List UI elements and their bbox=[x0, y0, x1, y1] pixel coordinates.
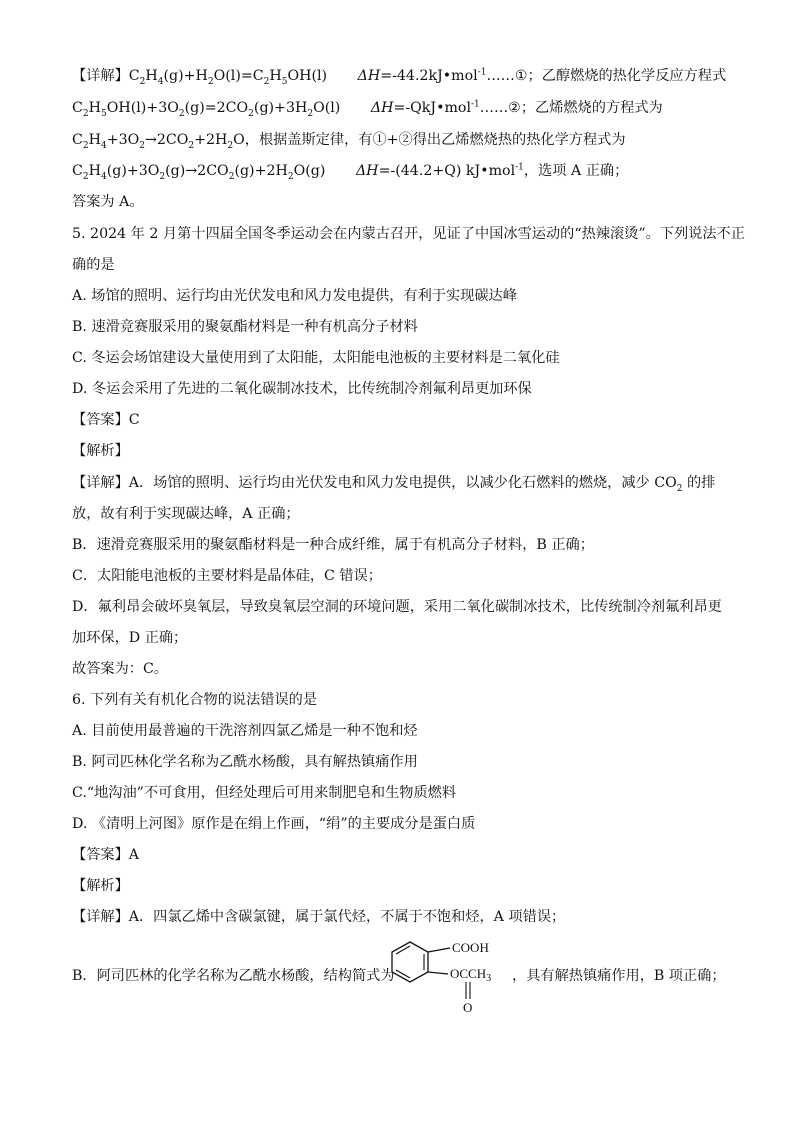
question-5-stem-cont: 确的是 bbox=[72, 257, 115, 273]
question-5-option-b: B. 速滑竞赛服采用的聚氨酯材料是一种有机高分子材料 bbox=[72, 319, 418, 335]
equation-1-enthalpy: ΔH=-44.2kJ•mol$^{-1}$……①；乙醇燃烧的热化学反应方程式 bbox=[357, 67, 727, 84]
equation-2: $C_2H_5OH(l)+3O_2(g)=2CO_2(g)+3H_2O(l)$ bbox=[72, 100, 341, 119]
ring-double-bond-1 bbox=[396, 946, 410, 954]
question-6-detail-b-suffix: ，具有解热镇痛作用，B 项正确； bbox=[512, 968, 726, 984]
question-6-detail-a: 【详解】A．四氯乙烯中含碳氯键，属于氯代烃，不属于不饱和烃，A 项错误； bbox=[72, 909, 566, 925]
aspirin-structure-diagram bbox=[384, 936, 504, 1016]
answer-line-4: 答案为 A。 bbox=[72, 194, 144, 210]
detail-line-4 bbox=[72, 161, 722, 181]
cooh-group-label: COOH bbox=[452, 940, 489, 955]
bond-to-cooh bbox=[428, 948, 450, 952]
question-6-option-d: D. 《清明上河图》原作是在绢上作画，“绢”的主要成分是蛋白质 bbox=[72, 816, 476, 832]
detail-line-3: $C_2H_4+3O_2\to 2CO_2+2H_2O$，根据盖斯定律，有①+②得出乙烯燃烧热的热化学方程式为 bbox=[72, 132, 626, 151]
carbonyl-oxygen-label: O bbox=[463, 1000, 473, 1015]
bond-to-ester bbox=[428, 972, 448, 974]
question-5-detail-b: B．速滑竞赛服采用的聚氨酯材料是一种合成纤维，属于有机高分子材料，B 正确； bbox=[72, 537, 594, 553]
question-5-option-d: D. 冬运会采用了先进的二氧化碳制冰技术，比传统制冷剂氟利昂更加环保 bbox=[72, 381, 532, 397]
ester-group-label: $OCCH_3$ bbox=[450, 966, 492, 984]
question-5-detail-d-cont: 加环保，D 正确； bbox=[72, 630, 188, 646]
question-6-option-a: A. 目前使用最普遍的干洗溶剂四氯乙烯是一种不饱和烃 bbox=[72, 723, 418, 739]
detail-line-2 bbox=[72, 98, 722, 118]
equation-1: 【详解】$C_2H_4(g)+H_2O(l)=C_2H_5OH(l)$ bbox=[72, 68, 328, 87]
question-5-option-a: A. 场馆的照明、运行均由光伏发电和风力发电提供，有利于实现碳达峰 bbox=[72, 288, 517, 304]
question-6-answer: 【答案】A bbox=[72, 847, 139, 863]
detail-line-1 bbox=[72, 66, 727, 87]
question-5-detail-c: C．太阳能电池板的主要材料是晶体硅，C 错误； bbox=[72, 568, 382, 584]
equation-3-enthalpy: ΔH=-(44.2+Q) kJ•mol$^{-1}$，选项 A 正确； bbox=[355, 162, 629, 179]
question-5-analysis-heading: 【解析】 bbox=[72, 443, 129, 459]
equation-3: $C_2H_4(g)+3O_2(g)\to 2CO_2(g)+2H_2O(g)$ bbox=[72, 163, 326, 182]
question-5-detail-a: 【详解】A．场馆的照明、运行均由光伏发电和风力发电提供，以减少化石燃料的燃烧，减少 $CO_2$ 的排 bbox=[72, 475, 716, 494]
question-6-analysis-heading: 【解析】 bbox=[72, 878, 129, 894]
question-5-option-c: C. 冬运会场馆建设大量使用到了太阳能，太阳能电池板的主要材料是二氧化硅 bbox=[72, 350, 560, 366]
question-5-answer: 【答案】C bbox=[72, 412, 140, 428]
question-5-conclusion: 故答案为：C。 bbox=[72, 661, 168, 677]
question-6-option-b: B. 阿司匹林化学名称为乙酰水杨酸，具有解热镇痛作用 bbox=[72, 754, 418, 770]
benzene-ring bbox=[392, 942, 428, 982]
ring-double-bond-3 bbox=[396, 970, 410, 978]
question-5-stem: 5. 2024 年 2 月第十四届全国冬季运动会在内蒙古召开，见证了中国冰雪运动的“热辣滚烫”。下列说法不正 bbox=[72, 226, 745, 242]
ester-subscript: 3 bbox=[486, 973, 492, 984]
equation-2-enthalpy: ΔH=-QkJ•mol$^{-1}$……②；乙烯燃烧的方程式为 bbox=[370, 99, 663, 116]
question-6-option-c: C.“地沟油”不可食用，但经处理后可用来制肥皂和生物质燃料 bbox=[72, 785, 457, 801]
question-5-detail-a-cont: 放，故有利于实现碳达峰，A 正确； bbox=[72, 506, 300, 522]
question-6-stem: 6. 下列有关有机化合物的说法错误的是 bbox=[72, 692, 318, 708]
question-5-detail-d: D．氟利昂会破坏臭氧层，导致臭氧层空洞的环境问题，采用二氧化碳制冰技术，比传统制冷剂氟利昂更 bbox=[72, 599, 722, 615]
question-6-detail-b-prefix: B．阿司匹林的化学名称为乙酰水杨酸，结构简式为 bbox=[72, 968, 395, 984]
